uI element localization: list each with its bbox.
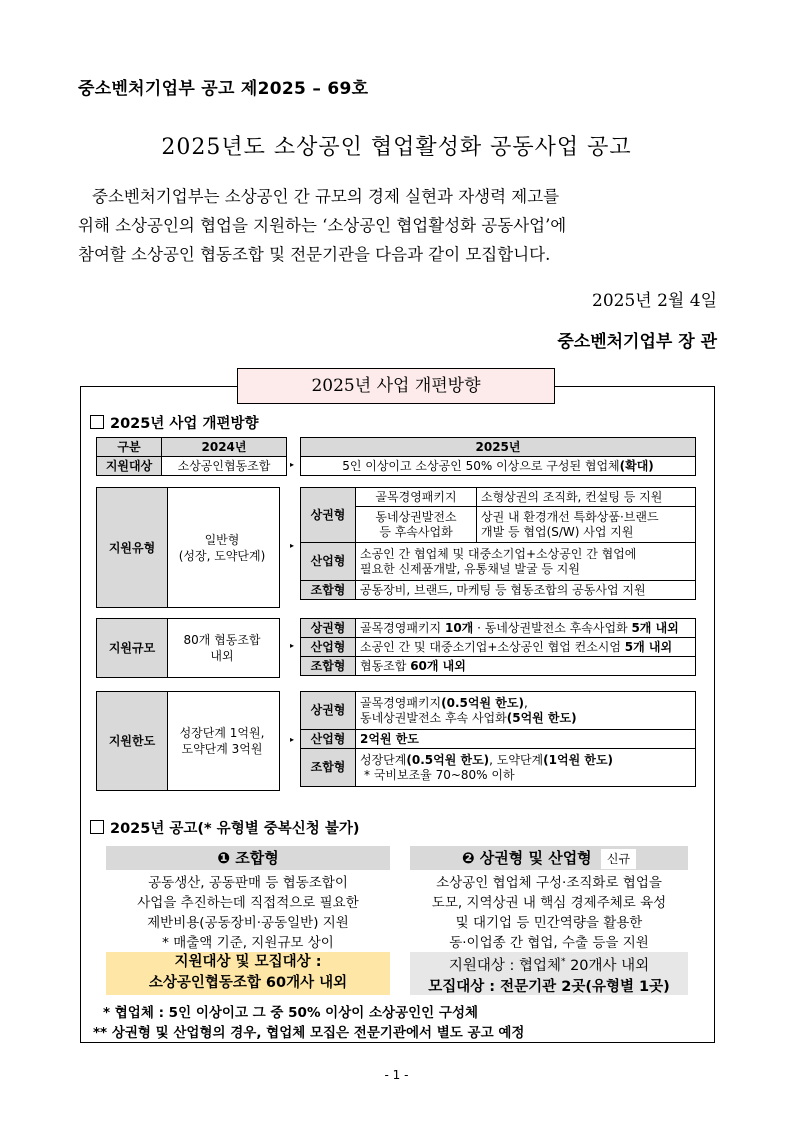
scale-industry: 소공인 간 및 대중소기업+소상공인 협업 컨소시엄 5개 내외 (356, 638, 696, 657)
label-commercial: 상권형 (301, 619, 356, 638)
label-support-type: 지원유형 (96, 487, 168, 608)
commercial-industry-title: ❷ 상권형 및 산업형 신규 (410, 846, 688, 870)
scale-commercial: 골목경영패키지 10개 · 동네상권발전소 후속사업화 5개 내외 (356, 619, 696, 638)
union-type-body: 공동생산, 공동판매 등 협동조합이 사업을 추진하는데 직접적으로 필요한 제반비용(공동장비·공동일반) 지원 * 매출액 기준, 지원규모 상이 (137, 875, 359, 951)
commercial-industry-target: 지원대상 : 협업체* 20개사 내외 모집대상 : 전문기관 2곳(유형별 1곳) (410, 952, 688, 995)
section1-heading: 2025년 사업 개편방향 (90, 412, 259, 433)
table-support-type (300, 487, 696, 600)
dongne-plant: 동네상권발전소 등 후속사업화 (356, 507, 477, 543)
label-2025: 2025년 (301, 438, 696, 457)
union-type-title: ❶ 조합형 (106, 846, 390, 870)
scale-2024: 80개 협동조합 내외 (165, 618, 280, 678)
note-1: * 협업체 : 5인 이상이고 그 중 50% 이상이 소상공인인 구성체 (103, 1005, 479, 1021)
label-target: 지원대상 (97, 457, 162, 476)
limit-union: 성장단계(0.5억원 한도), 도약단계(1억원 한도) * 국비보조율 70~80% 이하 (356, 749, 696, 787)
note-2: ** 상권형 및 산업형의 경우, 협업체 모집은 전문기관에서 별도 공고 예정 (93, 1025, 525, 1041)
label-industry: 산업형 (301, 543, 356, 581)
arrow-icon: ▸ (290, 641, 295, 650)
box-title: 2025년 사업 개편방향 (237, 368, 555, 404)
target-2025: 5인 이상이고 소상공인 50% 이상으로 구성된 협업체(확대) (301, 457, 696, 476)
label-commercial: 상권형 (301, 488, 356, 543)
arrow-icon: ▸ (290, 541, 295, 550)
table-support-limit (300, 691, 696, 787)
arrow-icon: ▸ (290, 735, 295, 744)
intro-line-2: 위해 소상공인의 협업을 지원하는 ‘소상공인 협업활성화 공동사업’에 (78, 216, 567, 235)
label-union: 조합형 (301, 749, 356, 787)
table-support-scale (300, 618, 696, 676)
arrow-icon: ▸ (290, 460, 295, 469)
type-2024: 일반형 (성장, 도약단계) (165, 487, 280, 608)
label-support-limit: 지원한도 (96, 691, 168, 791)
section2-heading: 2025년 공고(* 유형별 중복신청 불가) (90, 817, 359, 838)
golmok-desc: 소형상권의 조직화, 컨설팅 등 지원 (477, 488, 696, 507)
dongne-desc: 상권 내 환경개선 특화상품·브랜드 개발 등 협업(S/W) 사업 지원 (477, 507, 696, 543)
intro-line-3: 참여할 소상공인 협동조합 및 전문기관을 다음과 같이 모집합니다. (78, 245, 551, 264)
limit-2024: 성장단계 1억원, 도약단계 3억원 (165, 691, 280, 791)
intro-line-1: 중소벤처기업부는 소상공인 간 규모의 경제 실현과 자생력 제고를 (92, 187, 560, 206)
new-badge: 신규 (601, 849, 636, 869)
label-support-scale: 지원규모 (96, 618, 168, 678)
table-2025-header (300, 437, 696, 476)
signature: 중소벤처기업부 장 관 (557, 332, 717, 352)
scale-union: 협동조합 60개 내외 (356, 657, 696, 676)
table-2024-header (96, 437, 287, 476)
checkbox-icon (90, 415, 104, 429)
union-desc: 공동장비, 브랜드, 마케팅 등 협동조합의 공동사업 지원 (356, 581, 696, 600)
golmok-package: 골목경영패키지 (356, 488, 477, 507)
label-2024: 2024년 (162, 438, 287, 457)
limit-industry: 2억원 한도 (356, 730, 696, 749)
page-number: - 1 - (384, 1068, 409, 1082)
label-gubun: 구분 (97, 438, 162, 457)
publication-date: 2025년 2월 4일 (592, 291, 717, 311)
target-2024: 소상공인협동조합 (162, 457, 287, 476)
document-title: 2025년도 소상공인 협업활성화 공동사업 공고 (161, 135, 632, 160)
label-commercial: 상권형 (301, 692, 356, 730)
label-industry: 산업형 (301, 638, 356, 657)
industry-desc: 소공인 간 협업체 및 대중소기업+소상공인 간 협업에 필요한 신제품개발, 유통채널 발굴 등 지원 (356, 543, 696, 581)
label-industry: 산업형 (301, 730, 356, 749)
commercial-industry-body: 소상공인 협업체 구성·조직화로 협업을 도모, 지역상권 내 핵심 경제주체로 육성 및 대기업 등 민간역량을 활용한 동·이업종 간 협업, 수출 등을 지원 (431, 875, 667, 951)
union-type-target: 지원대상 및 모집대상 : 소상공인협동조합 60개사 내외 (106, 952, 390, 995)
label-union: 조합형 (301, 657, 356, 676)
label-union: 조합형 (301, 581, 356, 600)
limit-commercial: 골목경영패키지(0.5억원 한도), 동네상권발전소 후속 사업화(5억원 한도) (356, 692, 696, 730)
notice-number: 중소벤처기업부 공고 제2025 – 69호 (78, 79, 369, 99)
checkbox-icon (90, 820, 104, 834)
